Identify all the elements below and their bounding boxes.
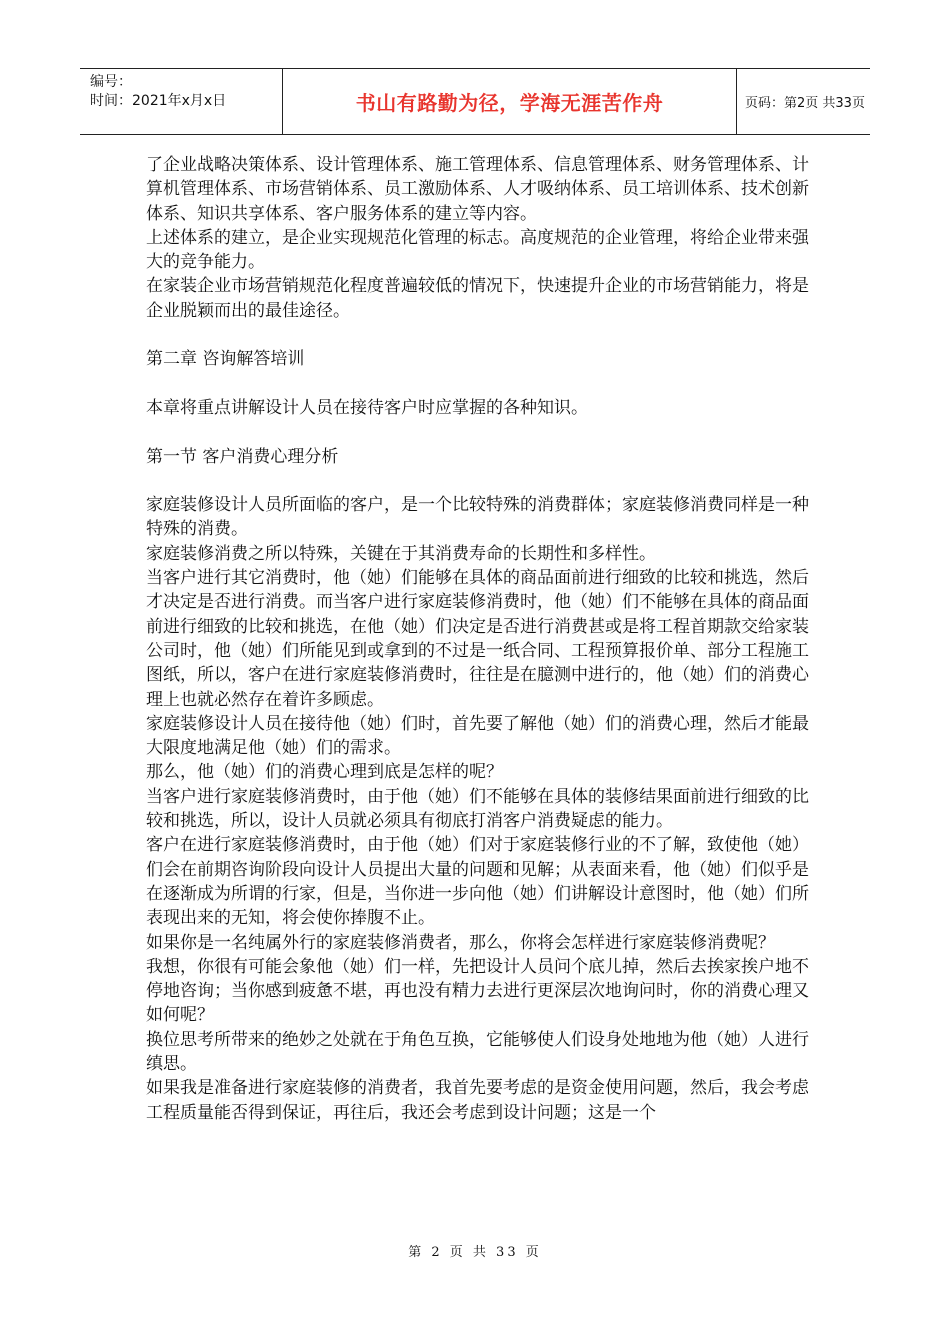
chapter-intro: 本章将重点讲解设计人员在接待客户时应掌握的各种知识。	[146, 397, 588, 418]
header-motto: 书山有路勤为径，学海无涯苦作舟	[283, 69, 737, 134]
paragraph: 换位思考所带来的绝妙之处就在于角色互换，它能够使人们设身处地地为他（她）人进行缜思。	[146, 1029, 809, 1074]
paragraph: 家庭装修设计人员所面临的客户，是一个比较特殊的消费群体；家庭装修消费同样是一种特殊的消费。	[146, 495, 809, 540]
paragraph: 在家装企业市场营销规范化程度普遍较低的情况下，快速提升企业的市场营销能力，将是企业脱颖而出的最佳途径。	[146, 276, 809, 321]
section-title: 第一节 客户消费心理分析	[146, 446, 339, 467]
header-meta	[80, 69, 283, 134]
paragraph: 我想，你很有可能会象他（她）们一样，先把设计人员问个底儿掉，然后去挨家挨户地不停地咨询；当你感到疲惫不堪，再也没有精力去进行更深层次地询问时，你的消费心理又如何呢？	[146, 956, 809, 1026]
paragraph: 客户在进行家庭装修消费时，由于他（她）们对于家庭装修行业的不了解，致使他（她）们会在前期咨询阶段向设计人员提出大量的问题和见解；从表面来看，他（她）们似乎是在逐渐成为所谓的行家，但是，当你进一步向他（她）们讲解设计意图时，他（她）们所表现出来的无知，将会使你捧腹不止。	[146, 835, 809, 929]
paragraph: 那么，他（她）们的消费心理到底是怎样的呢？	[146, 762, 503, 783]
date-label: 时间：2021年x月x日	[90, 93, 227, 109]
document-body	[146, 153, 820, 1125]
paragraph: 当客户进行家庭装修消费时，由于他（她）们不能够在具体的装修结果面前进行细致的比较和挑选，所以，设计人员就必须具有彻底打消客户消费疑虑的能力。	[146, 786, 809, 832]
page-footer: 第 2 页 共 33 页	[408, 1245, 542, 1260]
chapter-title: 第二章 咨询解答培训	[146, 349, 305, 370]
header-page-info: 页码：第2页 共33页	[745, 96, 865, 111]
paragraph: 家庭装修设计人员在接待他（她）们时，首先要了解他（她）们的消费心理，然后才能最大限度地满足他（她）们的需求。	[146, 713, 809, 759]
paragraph: 如果我是准备进行家庭装修的消费者，我首先要考虑的是资金使用问题，然后，我会考虑工程质量能否得到保证，再往后，我还会考虑到设计问题；这是一个	[146, 1078, 809, 1123]
paragraph: 如果你是一名纯属外行的家庭装修消费者，那么，你将会怎样进行家庭装修消费呢？	[146, 932, 775, 953]
number-label: 编号：	[90, 74, 132, 90]
page-header	[80, 68, 870, 135]
paragraph: 家庭装修消费之所以特殊，关键在于其消费寿命的长期性和多样性。	[146, 543, 656, 564]
paragraph: 上述体系的建立，是企业实现规范化管理的标志。高度规范的企业管理，将给企业带来强大的竞争能力。	[146, 227, 809, 273]
paragraph: 了企业战略决策体系、设计管理体系、施工管理体系、信息管理体系、财务管理体系、计算机管理体系、市场营销体系、员工激励体系、人才吸纳体系、员工培训体系、技术创新体系、知识共享体系、客户服务体系的建立等内容。	[146, 155, 809, 224]
paragraph: 当客户进行其它消费时，他（她）们能够在具体的商品面前进行细致的比较和挑选，然后才决定是否进行消费。而当客户进行家庭装修消费时，他（她）们不能够在具体的商品面前进行细致的比较和挑选，在他（她）们决定是否进行消费甚或是将工程首期款交给家装公司时，他（她）们所能见到或拿到的不过是一纸合同、工程预算报价单、部分工程施工图纸，所以，客户在进行家庭装修消费时，往往是在臆测中进行的，他（她）们的消费心理上也就必然存在着许多顾虑。	[146, 568, 809, 710]
